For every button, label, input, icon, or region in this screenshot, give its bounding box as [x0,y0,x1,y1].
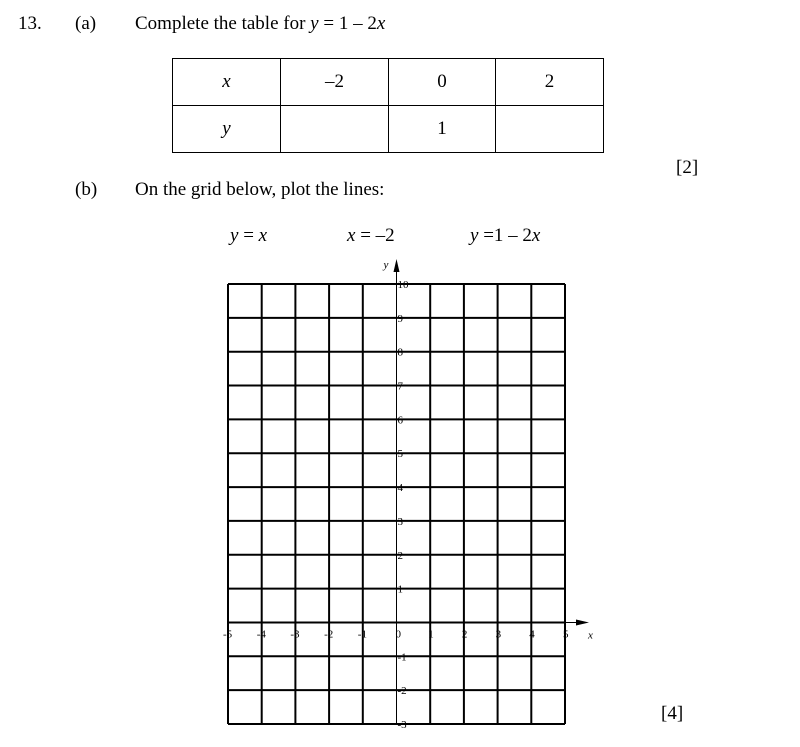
equation-lhs: y [310,13,319,34]
y-tick-label: 7 [397,380,403,393]
line-2-op: = [355,225,376,246]
x-tick-label: -2 [324,628,334,641]
line-3-rhs: x [531,225,541,246]
y-tick-label: 9 [397,312,403,325]
part-a-marks: [2] [676,157,699,178]
part-b-instruction: On the grid below, plot the lines: [135,179,385,200]
part-a-text: Complete the table for [135,13,311,34]
x-axis-label: x [588,629,593,642]
line-3-op: =1 – 2 [478,225,532,246]
x-tick-label: -1 [357,628,367,641]
y-tick-label: 8 [397,346,403,359]
table-cell-x2: 0 [389,59,496,106]
y-tick-label: -1 [397,651,407,664]
y-tick-label: -3 [397,719,407,731]
y-tick-label: 10 [397,279,409,291]
x-axis-arrow-icon [576,619,589,625]
x-tick-label: 4 [529,628,535,641]
x-tick-label: 1 [428,628,434,641]
line-1-rhs: x [258,225,268,246]
y-tick-label: 3 [397,515,403,528]
y-tick-label: 6 [397,414,403,427]
line-1-lhs: y [230,225,239,246]
equation-var: x [376,13,386,34]
part-b-marks: [4] [661,703,684,724]
table-header-y: y [173,106,281,153]
y-axis-label: y [383,259,389,271]
line-1-op: = [238,225,259,246]
y-tick-label: 1 [397,583,403,596]
x-tick-label: 5 [563,628,569,641]
y-tick-label: 5 [397,448,403,461]
x-tick-label: -4 [256,628,266,641]
y-tick-label: -2 [397,685,407,698]
table-cell-x3: 2 [496,59,604,106]
y-tick-label: 4 [397,482,403,495]
equation-middle: = 1 – 2 [318,13,377,34]
x-tick-label: 2 [461,628,468,641]
part-b-label: (b) [75,179,98,200]
line-2-rhs: –2 [375,225,395,246]
x-tick-label: 3 [495,628,502,641]
line-2-lhs: x [347,225,356,246]
line-3-lhs: y [470,225,479,246]
table-cell-y2: 1 [389,106,496,153]
question-number: 13. [18,13,42,34]
x-tick-label: 0 [395,628,401,641]
table-header-x: x [173,59,281,106]
table-cell-x1: –2 [281,59,389,106]
x-tick-label: -3 [290,628,300,641]
y-axis-arrow-icon [394,259,400,272]
y-tick-label: 2 [397,549,403,562]
x-tick-label: -5 [223,628,233,641]
part-a-label: (a) [75,13,97,34]
